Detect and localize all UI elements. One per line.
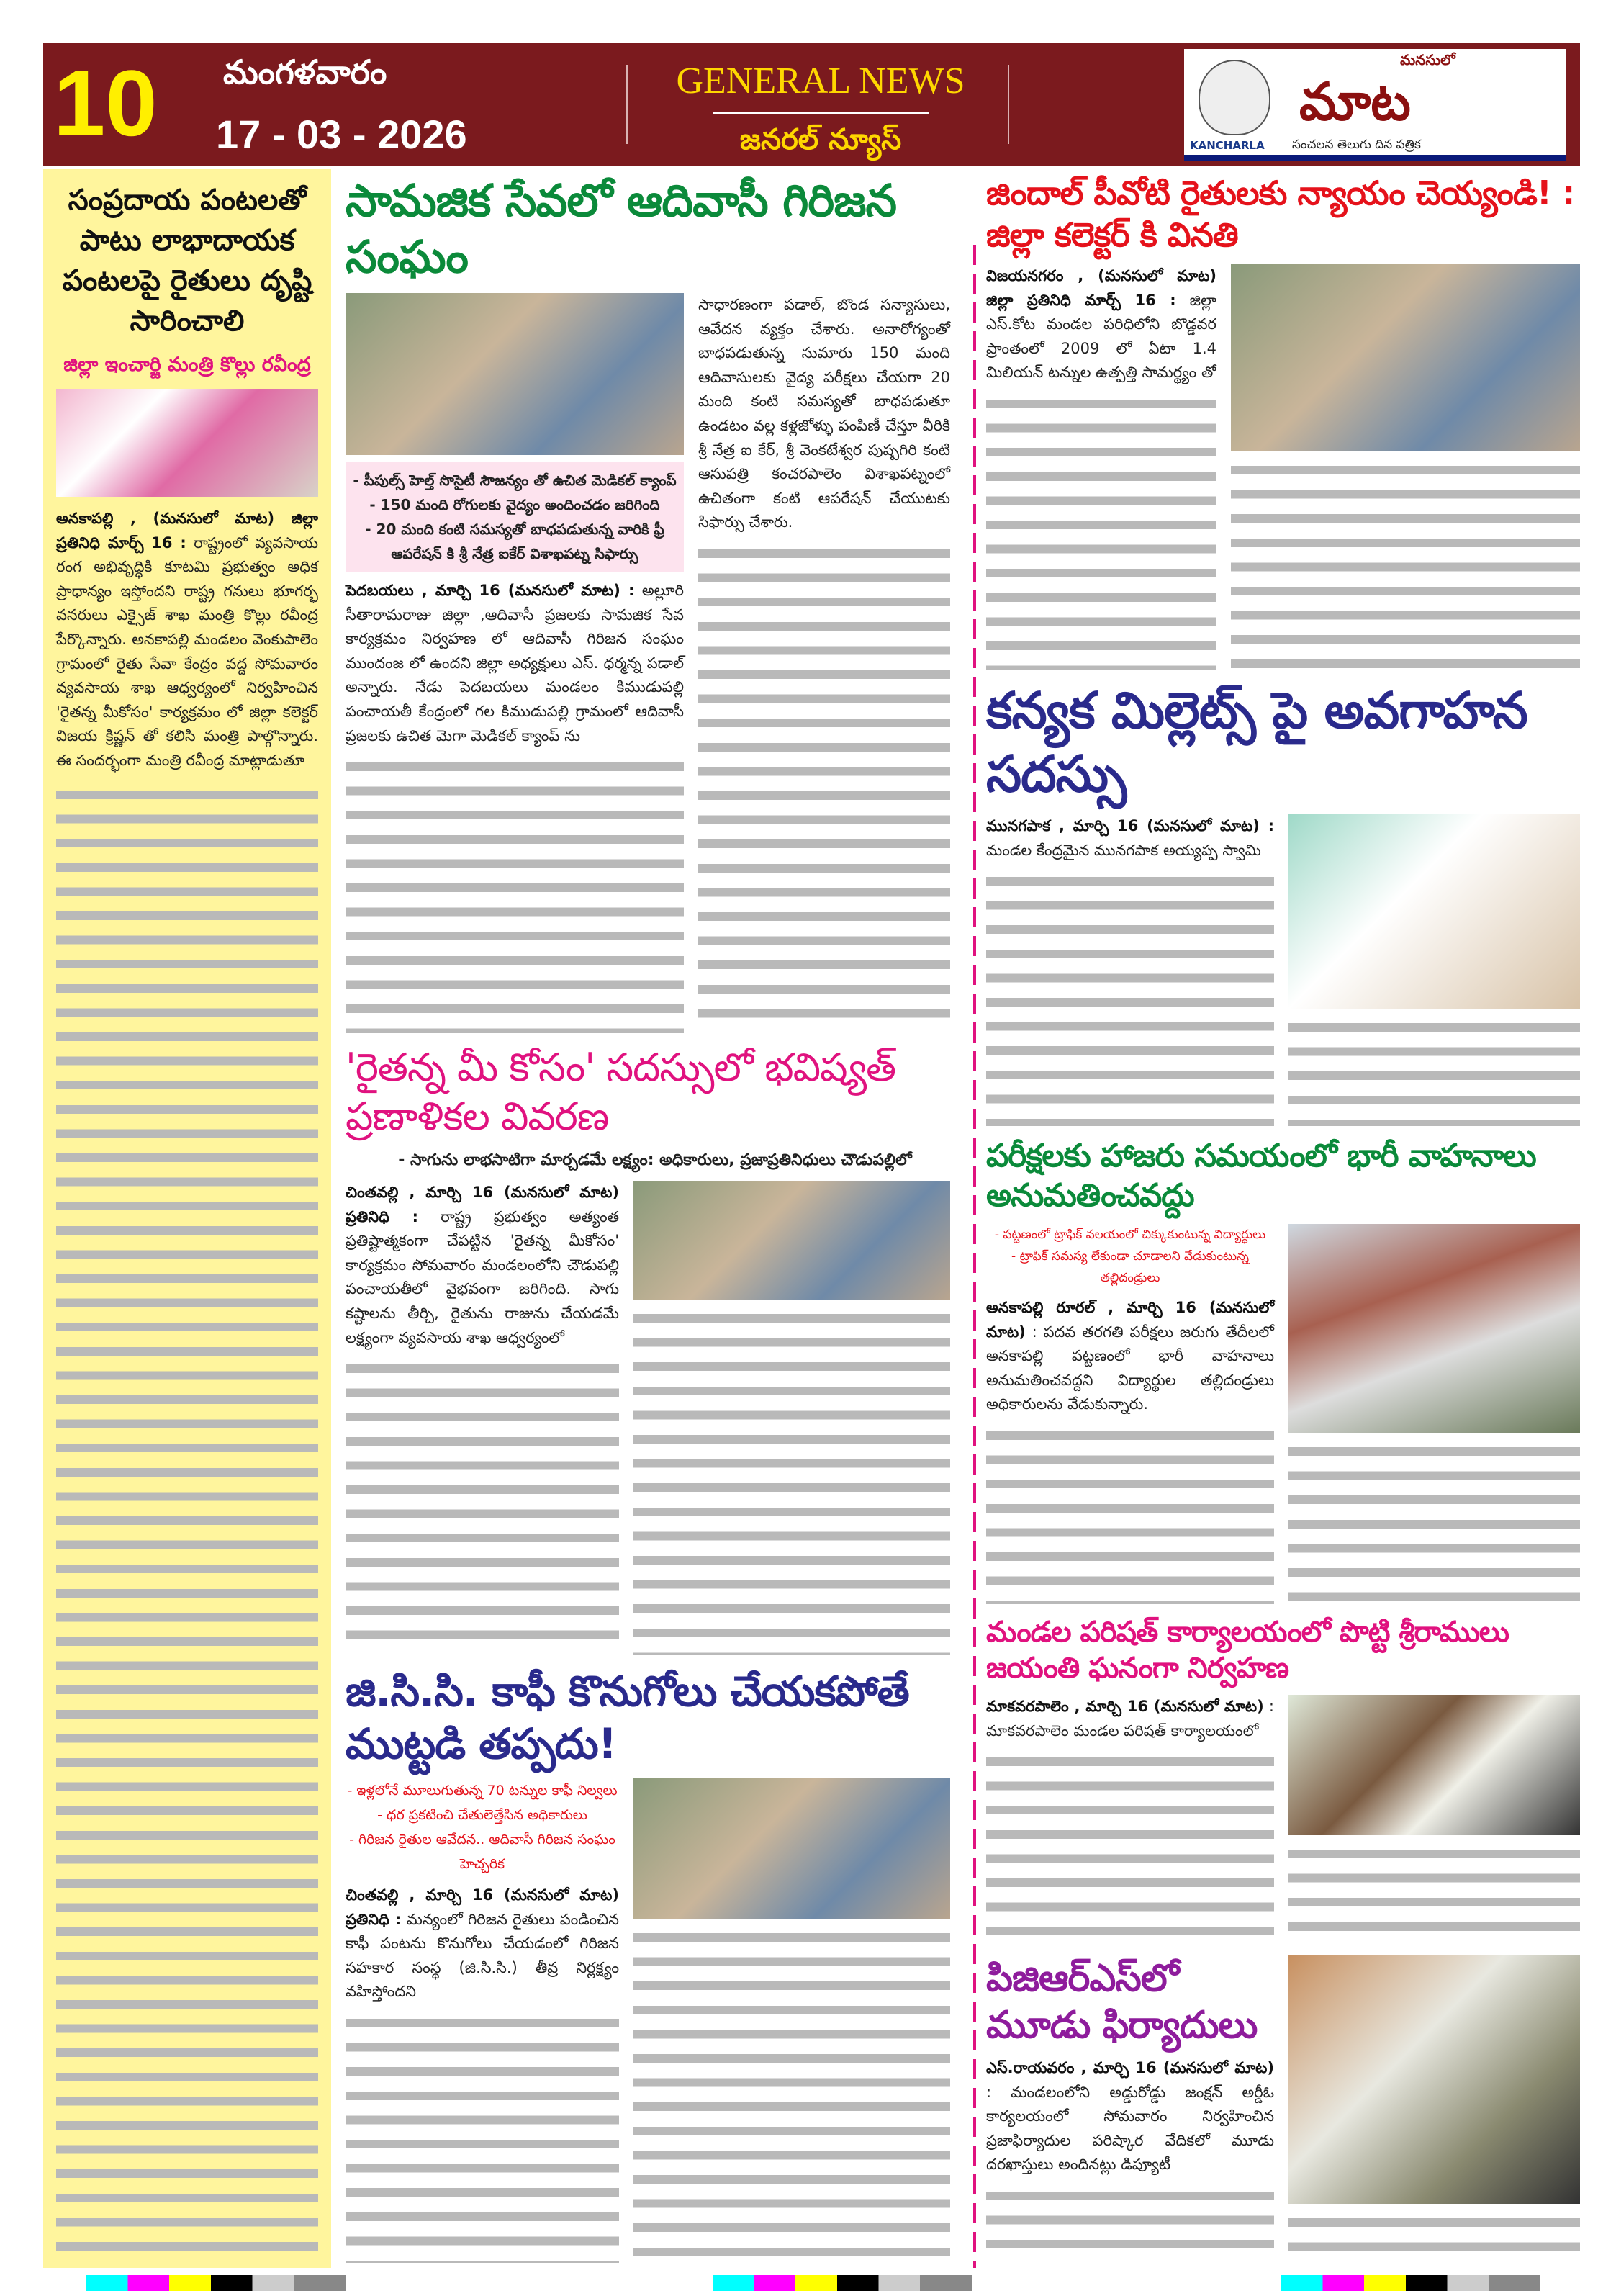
highlight-item: - ట్రాఫిక్ సమస్య లేకుండా చూడాలని వేడుకుంటున్న తల్లిదండ్రులు <box>1011 1249 1249 1285</box>
article-body-cont: సాధారణంగా పడాల్, బొండ సన్యాసులు, ఆవేదన వ్యక్తం చేశారు. అనారోగ్యంతో బాధపడుతున్న సుమారు 150 మంది ఆదివాసులకు వైద్య పరీక్షలు చేయగా 20 మంది కంటి సమస్యతో బాధపడుతూ ఉండటం వల్ల కళ్లజోళ్ళు పంపిణీ చేస్తూ వీరికి శ్రీ నేత్ర ఐ కేర్, శ్రీ వెంకటేశ్వర పుష్పగిరి కంటి ఆసుపత్రి కంచరపాలెం విశాఖపట్నంలో ఉచితంగా కంటి ఆపరేషన్ చేయుటకు సిఫార్సు చేశారు. <box>698 296 950 531</box>
text-lines <box>1288 1842 1580 1945</box>
subhead: - సాగును లాభసాటిగా మార్చడమే లక్ష్యం: అధికారులు, ప్రజాప్రతినిధులు చౌడుపల్లిలో <box>398 1151 912 1169</box>
section-title-te: జనరల్ న్యూస్ <box>739 123 902 156</box>
left-article <box>43 169 331 2268</box>
photo <box>633 1778 950 1919</box>
dateline: పెదబయలు , మార్చి 16 (మనసులో మాట) : <box>346 582 635 599</box>
body-text: రాష్ట్రంలో వ్యవసాయ రంగ అభివృద్ధికి కూటమి ప్రభుత్వం అధిక ప్రాధాన్యం ఇస్తోందని రాష్ట్ర గనులు భూగర్భ వనరులు ఎక్సైజ్ శాఖ మంత్రి కొల్లు రవీంద్ర పేర్కొన్నారు. అనకాపల్లి మండలం వెంకుపాలెం గ్రామంలో రైతు సేవా కేంద్రం వద్ద సోమవారం వ్యవసాయ శాఖ ఆధ్వర్యంలో నిర్వహించిన 'రైతన్న మీకోసం' కార్యక్రమం లో జిల్లా కలెక్టర్ విజయ క్రిష్ణన్ తో కలిసి మంత్రి పాల్గొన్నారు. ఈ సందర్భంగా మంత్రి రవీంద్ర మాట్లాడుతూ <box>56 534 318 769</box>
article-body <box>986 1695 1274 1743</box>
body-text: : పదవ తరగతి పరీక్షలు జరుగు తేదీలలో అనకాపల్లి పట్టణంలో భారీ వాహనాలు అనుమతించవద్దని విద్యార్థుల తల్లిదండ్రులు అధికారులను వేడుకున్నారు. <box>986 1323 1274 1413</box>
text-lines <box>1288 1016 1580 1126</box>
highlight-item: - ధర ప్రకటించి చేతులెత్తేసిన అధికారులు <box>377 1807 587 1823</box>
text-lines <box>633 1307 950 1655</box>
dateline: విజయనగరం , (మనసులో మాట) జిల్లా ప్రతినిధి మార్చ్ 16 : <box>986 267 1216 309</box>
headline: సంప్రదాయ పంటలతో పాటు లాభాదాయక పంటలపై రైతులు దృష్టి సారించాలి <box>62 184 312 338</box>
article-millets <box>986 680 1580 1126</box>
photo <box>1288 1224 1580 1433</box>
highlights <box>346 1778 619 1876</box>
color-bar <box>1281 2275 1540 2291</box>
logo-brand: KANCHARLA <box>1190 139 1265 152</box>
dateline: చింతవల్లి , మార్చి 16 (మనసులో మాట) ప్రతినిధి : <box>346 1886 619 1928</box>
page-number: 10 <box>53 50 158 156</box>
middle-column <box>346 173 965 2263</box>
text-lines <box>986 2184 1274 2258</box>
portrait-icon <box>1199 60 1270 135</box>
article-body <box>986 2056 1274 2177</box>
body-text: రాష్ట్ర ప్రభుత్వం అత్యంత ప్రతిష్టాత్మకంగా చేపట్టిన 'రైతన్న మీకోసం' కార్యక్రమం సోమవారం మండలంలోని చౌడుపల్లి పంచాయతీలో వైభవంగా జరిగింది. సాగు కష్టాలను తీర్చి, రైతును రాజును చేయడమే లక్ష్యంగా వ్యవసాయ శాఖ ఆధ్వర్యంలో <box>346 1207 619 1346</box>
photo <box>1288 814 1580 1009</box>
highlight-item: - గిరిజన రైతుల ఆవేదన.. ఆదివాసీ గిరిజన సంఘం హెచ్చరిక <box>349 1832 615 1872</box>
caption-line: - 20 మంది కంటి సమస్యతో బాధపడుతున్న వారికి ఫ్రీ ఆపరేషన్ కి శ్రీ నేత్ర ఐకేర్ విశాఖపట్న సిఫార్సు <box>365 521 664 562</box>
text-lines <box>698 542 950 1033</box>
newspaper-logo <box>1184 49 1566 161</box>
text-lines <box>1231 459 1580 670</box>
article-body <box>346 1883 619 2004</box>
color-bar <box>86 2275 346 2291</box>
logo-bar <box>1184 155 1566 161</box>
highlight-item: - పట్టణంలో ట్రాఫిక్ వలయంలో చిక్కుకుంటున్న విద్యార్థులు <box>994 1228 1266 1242</box>
dateline: మునగపాక , మార్చి 16 (మనసులో మాట) : <box>986 817 1274 834</box>
section-title-en: GENERAL NEWS <box>676 60 965 102</box>
article-body <box>986 1296 1274 1417</box>
logo-small-text: మనసులో <box>1400 51 1455 68</box>
dateline: అనకాపల్లి , (మనసులో మాట) జిల్లా ప్రతినిధి మార్చ్ 16 : <box>56 510 318 552</box>
text-lines <box>346 755 684 1033</box>
headline: జిందాల్ పీవోటి రైతులకు న్యాయం చెయ్యండి! : జిల్లా కలెక్టర్ కి వినతి <box>986 174 1575 254</box>
divider <box>713 112 929 114</box>
article-gcc <box>346 1665 965 2263</box>
article-raitanna <box>346 1043 965 1655</box>
article-jindal <box>986 173 1580 670</box>
caption-line: - 150 మంది రోగులకు వైద్యం అందించడం జరిగింది <box>369 496 660 513</box>
article-pgrs <box>986 1955 1580 2258</box>
text-lines <box>56 783 318 2257</box>
divider <box>626 65 628 144</box>
article-body <box>346 579 684 748</box>
column-rule <box>973 245 976 2268</box>
logo-main-text: మాట <box>1299 71 1411 132</box>
photo <box>1288 1695 1580 1835</box>
photo <box>1231 264 1580 451</box>
body-text: అల్లూరి సీతారామరాజు జిల్లా ,ఆదివాసీ ప్రజలకు సామజిక సేవ కార్యక్రమం నిర్వహణ లో ఆదివాసీ గిరిజన సంఘం ముందంజ లో ఉందని జిల్లా అధ్యక్షులు ఎస్. ధర్మన్న పడాల్ అన్నారు. నేడు పెదబయలు మండలం కిముడుపల్లి పంచాయతీ కేంద్రంలో గల కిముడుపల్లి గ్రామంలో ఆదివాసీ ప్రజలకు ఉచిత మెగా మెడికల్ క్యాంప్ ను <box>346 582 684 744</box>
color-bar <box>713 2275 972 2291</box>
dateline: అనకాపల్లి రూరల్ , మార్చి 16 (మనసులో మాట) <box>986 1299 1274 1341</box>
photo <box>1288 1955 1580 2204</box>
photo-caption <box>346 462 684 572</box>
text-lines <box>986 1424 1274 1604</box>
divider <box>1008 65 1009 144</box>
highlights <box>986 1224 1274 1289</box>
article-exams <box>986 1136 1580 1604</box>
article-body <box>346 1181 619 1350</box>
body-text: : మాకవరపాలెం మండల పరిషత్ కార్యాలయంలో <box>986 1698 1274 1739</box>
dateline: చింతవల్లి , మార్చి 16 (మనసులో మాట) ప్రతినిధి : <box>346 1184 619 1225</box>
article-body <box>56 507 318 773</box>
body-text: మన్యంలో గిరిజన రైతులు పండించిన కాఫీ పంటను కొనుగోలు చేయడంలో గిరిజన సహకార సంస్థ (జి.సి.సి.) తీవ్ర నిర్లక్ష్యం వహిస్తోందని <box>346 1910 619 2001</box>
article-body <box>986 264 1216 385</box>
photo <box>56 389 318 497</box>
article-sriramulu <box>986 1614 1580 1945</box>
article-body <box>986 814 1274 863</box>
headline: సామజిక సేవలో ఆదివాసీ గిరిజన సంఘం <box>346 174 897 283</box>
body-text: మండల కేంద్రమైన మునగపాక అయ్యప్ప స్వామి <box>986 841 1261 859</box>
headline: 'రైతన్న మీ కోసం' సదస్సులో భవిష్యత్ ప్రణాళికల వివరణ <box>346 1045 896 1139</box>
text-lines <box>986 392 1216 670</box>
headline: జి.సి.సి. కాఫీ కొనుగోలు చేయకపోతే ముట్టడి తప్పదు! <box>346 1667 909 1768</box>
issue-date: 17 - 03 - 2026 <box>216 112 467 157</box>
right-column <box>986 173 1580 2258</box>
caption-line: - పీపుల్స్ హెల్త్ సొసైటీ సౌజన్యం తో ఉచిత మెడికల్ క్యాంప్ <box>353 472 677 489</box>
logo-tagline: సంచలన తెలుగు దిన పత్రిక <box>1292 138 1421 152</box>
photo <box>633 1181 950 1300</box>
headline: మండల పరిషత్ కార్యాలయంలో పొట్టి శ్రీరాములు జయంతి ఘనంగా నిర్వహణ <box>986 1616 1509 1685</box>
headline: పిజిఆర్ఎస్‌లో మూడు ఫిర్యాదులు <box>986 1957 1258 2047</box>
text-lines <box>1288 2211 1580 2258</box>
highlight-item: - ఇళ్లలోనే మూలుగుతున్న 70 టన్నుల కాఫీ నిల్వలు <box>347 1783 618 1798</box>
body-text: : మండలంలోని అడ్డురోడ్డు జంక్షన్ అర్డీఓ కార్యలయంలో సోమవారం నిర్వహించిన ప్రజాఫిర్యాదుల పరిష్కార వేదికలో మూడు దరఖాస్తులు అందినట్లు డిప్యూటీ <box>986 2083 1274 2174</box>
text-lines <box>986 870 1274 1126</box>
subhead: జిల్లా ఇంచార్జి మంత్రి కొల్లు రవీంద్ర <box>63 354 311 376</box>
text-lines <box>346 2012 619 2263</box>
photo <box>346 293 684 455</box>
headline: పరీక్షలకు హాజరు సమయంలో భారీ వాహనాలు అనుమతించవద్దు <box>986 1138 1536 1214</box>
body-text: జిల్లా ఎస్.కోట మండల పరిధిలోని బొడ్డవర ప్రాంతంలో 2009 లో ఏటా 1.4 మిలియన్ టన్నుల ఉత్పత్తి సామర్థ్యం తో <box>986 291 1216 382</box>
article-tribal <box>346 173 965 1033</box>
text-lines <box>633 1926 950 2263</box>
dateline: ఎస్.రాయవరం , మార్చి 16 (మనసులో మాట) <box>986 2059 1274 2076</box>
text-lines <box>1288 1440 1580 1604</box>
text-lines <box>986 1750 1274 1945</box>
dateline: మాకవరపాలెం , మార్చి 16 (మనసులో మాట) <box>986 1698 1264 1715</box>
text-lines <box>346 1357 619 1655</box>
headline: కన్యక మిల్లెట్స్ పై అవగాహన సదస్సు <box>986 681 1527 803</box>
weekday: మంగళవారం <box>223 53 387 91</box>
masthead <box>43 43 1580 166</box>
